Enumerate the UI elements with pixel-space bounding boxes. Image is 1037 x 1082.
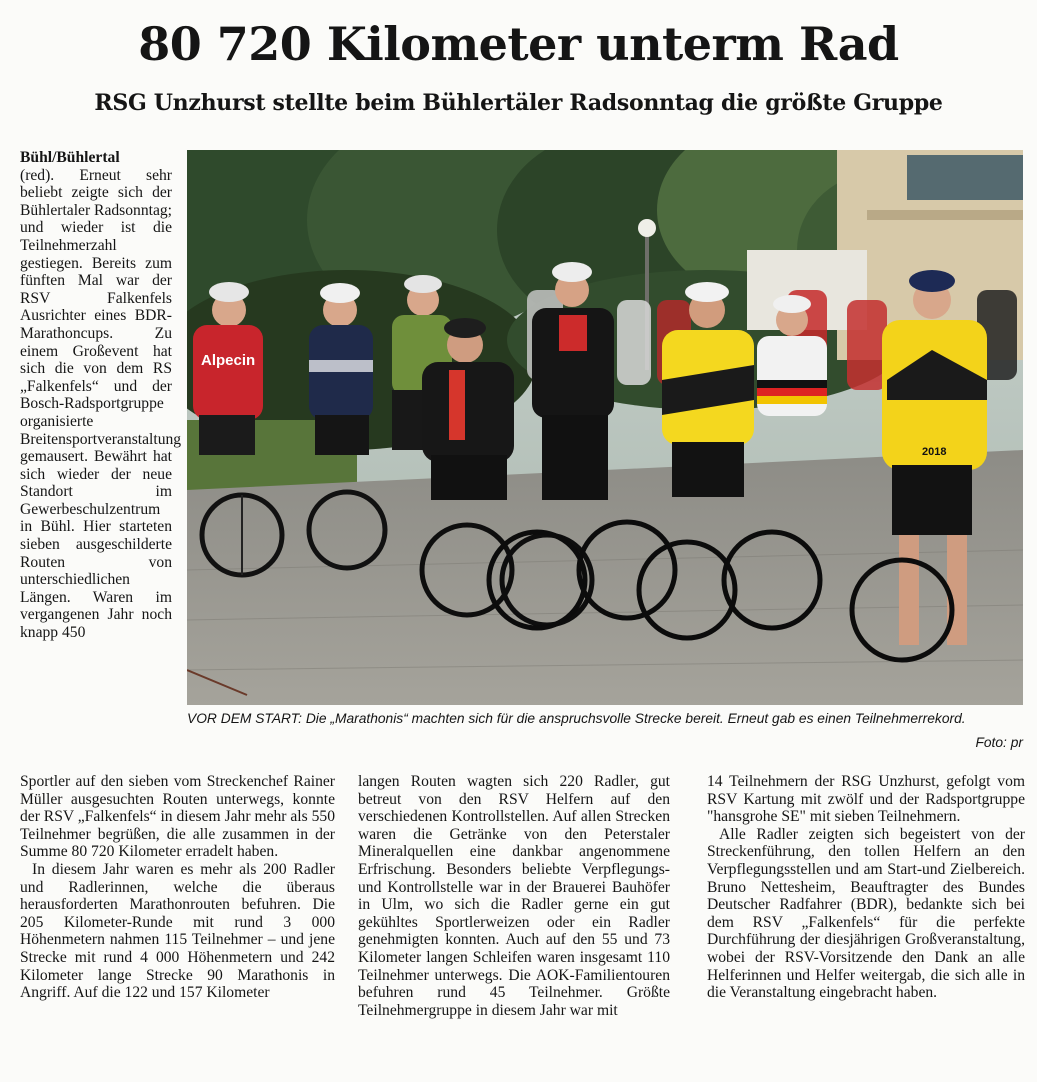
cyclists-photo [187, 150, 1023, 705]
article-paragraph: In diesem Jahr waren es mehr als 200 Radler und Radlerinnen, welche die überaus herausforderten Marathonrouten befuhren. Die 205 Kilometer-Runde mit rund 3 000 Höhenmetern nahmen 115 Teilnehmer – und jene Strecke mit rund 4 000 Höhenmetern und 242 Kilometer lange Strecke 90 Marathonis in Angriff. Auf die 122 und 157 Kilometer [20, 860, 335, 1002]
dateline: Bühl/Bühlertal [20, 149, 120, 166]
photo-caption: VOR DEM START: Die „Marathonis“ machten sich für die anspruchsvolle Strecke bereit. Erneut gab es einen Teilnehmerrekord. [187, 711, 966, 726]
article-paragraph: 14 Teilnehmern der RSG Unzhurst, gefolgt vom RSV Kartung mit zwölf und der Radsportgruppe "hansgrohe SE" mit sieben Teilnehmern. [707, 773, 1025, 826]
article-column-2 [20, 773, 335, 1002]
photo-illustration [187, 150, 1023, 705]
article-column-1 [20, 149, 182, 642]
article-paragraph: langen Routen wagten sich 220 Radler, gut betreut von den RSV Helfern auf den verschiedenen Kontrollstellen. Auf allen Strecken waren die Getränke von den Peterstaler Mineralquellen eine dankbar angenommene Erfrischung. Besonders beliebte Verpflegungs-und Kontrollstelle war in der Brauerei Bauhöfer in Ulm, wo sich die Radler gerne ein gut gekühltes Sportlerweizen oder ein Radler genehmigten konnten. Auch auf den 55 und 73 Kilometer langen Schleifen waren insgesamt 110 Teilnehmer unterwegs. Die AOK-Familientouren befuhren rund 45 Teilnehmer. Größte Teilnehmergruppe in diesem Jahr war mit [358, 773, 670, 1019]
article-column-3 [358, 773, 670, 1019]
article-intro-paragraph [20, 149, 182, 642]
photo-credit: Foto: pr [975, 735, 1023, 750]
intro-text: (red). Erneut sehr beliebt zeigte sich der Bühlertaler Radsonntag; und wieder ist die Teilnehmerzahl gestiegen. Bereits zum fünften Mal war der RSV Falkenfels Ausrichter eines BDR-Marathoncups. Zu einem Großevent hat sich die von dem RS „Falkenfels“ und der Bosch-Radsportgruppe organisierte Breitensportveranstaltung gemausert. Bewährt hat sich wieder der neue Standort im Gewerbeschulzentrum in Bühl. Hier starteten sieben ausgeschilderte Routen von unterschiedlichen Längen. Waren im vergangenen Jahr noch knapp 450 [20, 166, 182, 642]
article-paragraph: Sportler auf den sieben vom Streckenchef Rainer Müller ausgesuchten Routen unterwegs, konnte der RSV „Falkenfels“ in diesem Jahr mehr als 550 Teilnehmer begrüßen, die alle zusammen in der Summe 80 720 Kilometer erradelt haben. [20, 773, 335, 861]
jersey-text-year: 2018 [922, 446, 947, 458]
article-column-4 [707, 773, 1025, 1002]
subheadline: RSG Unzhurst stellte beim Bühlertäler Radsonntag die größte Gruppe [94, 90, 943, 116]
article-paragraph: Alle Radler zeigten sich begeistert von der Streckenführung, den tollen Helfern an den Verpflegungsstellen und am Start-und Zielbereich. Bruno Nettesheim, Beauftragter des Bundes Deutscher Radfahrer (BDR), bedankte sich bei dem RSV „Falkenfels“ für die perfekte Durchführung der diesjährigen Großveranstaltung, wobei der RSV-Vorsitzende den Dank an alle Helferinnen und Helfer weitergab, die sich alle in die Veranstaltung eingebracht haben. [707, 825, 1025, 1002]
headline: 80 720 Kilometer unterm Rad [138, 17, 899, 71]
jersey-text-alpecin: Alpecin [201, 352, 256, 369]
